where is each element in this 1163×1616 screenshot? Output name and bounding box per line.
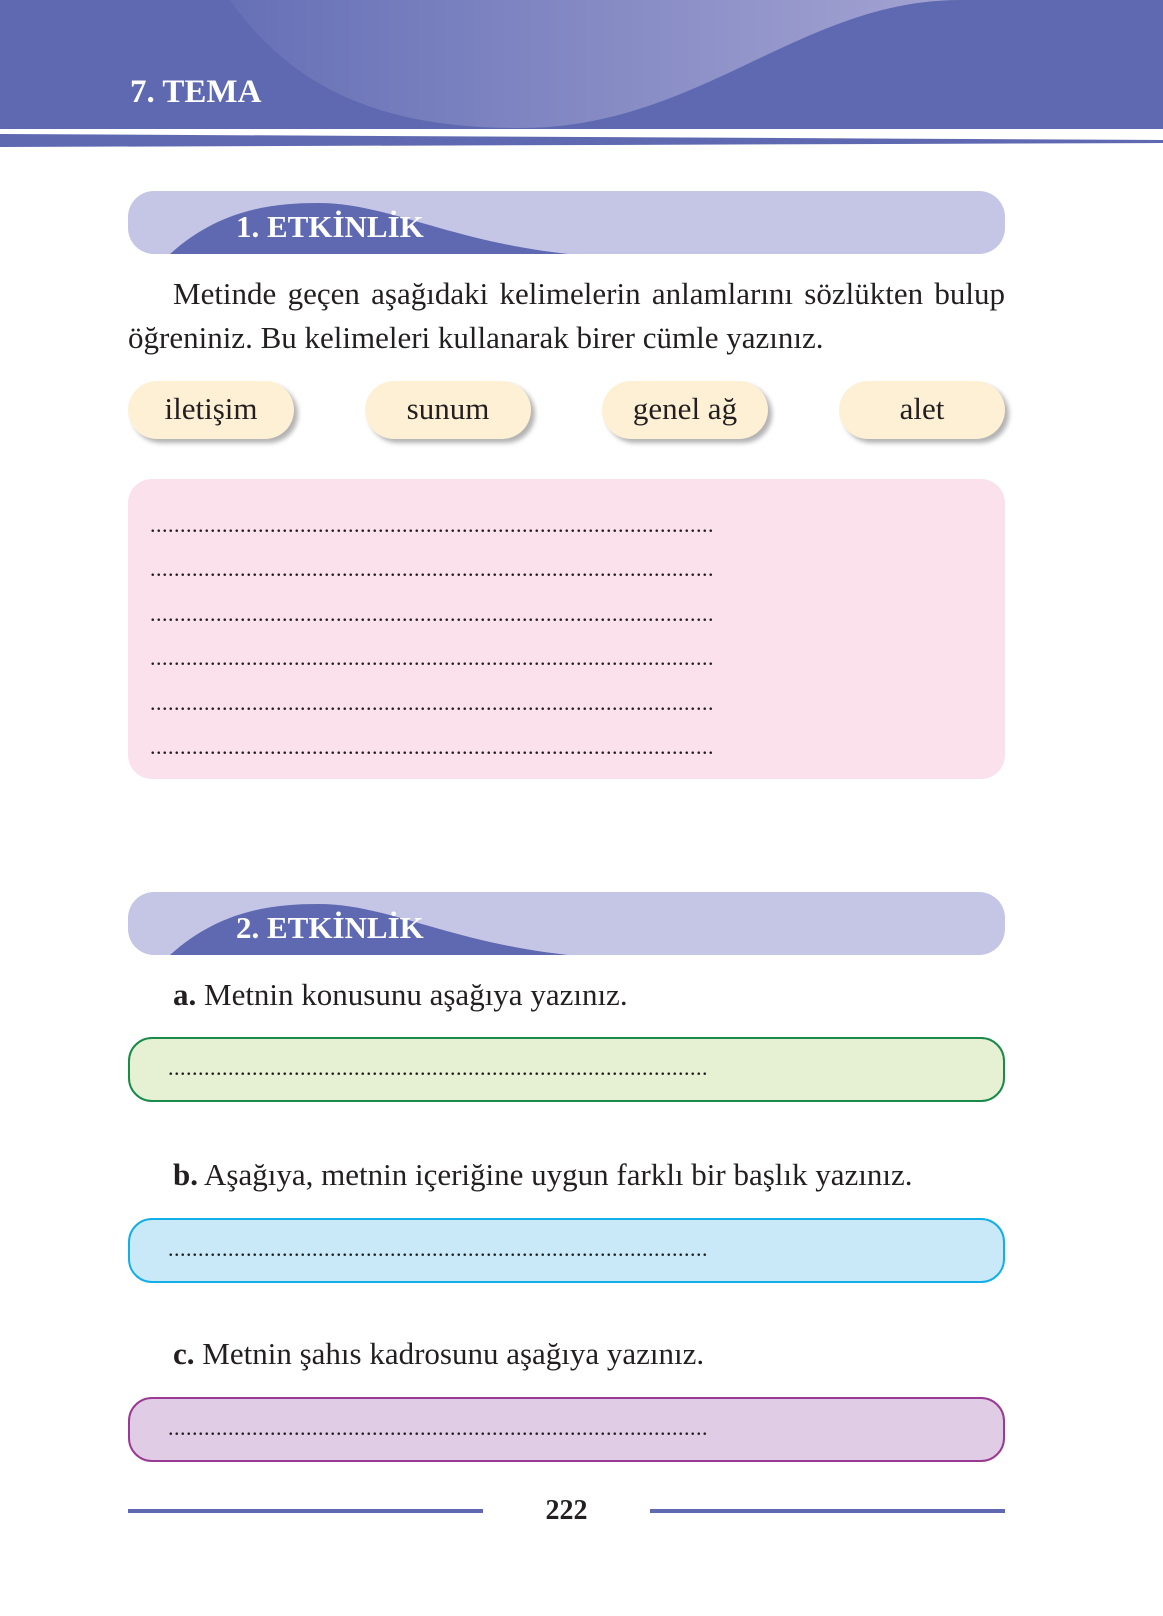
activity1-title-bar: [128, 191, 1005, 254]
page-number: 222: [545, 1495, 588, 1526]
answer-line[interactable]: ..........................................................................................: [168, 1055, 708, 1077]
word-chip: iletişim: [128, 381, 294, 439]
answer-box-b[interactable]: [128, 1218, 1005, 1283]
question-text: Aşağıya, metnin içeriğine uygun farklı bir başlık yazınız.: [198, 1157, 913, 1192]
question-c: [173, 1336, 704, 1372]
footer-rule-right: [650, 1509, 1005, 1513]
answer-line[interactable]: ..............................................................................................: [150, 601, 714, 623]
question-letter: a.: [173, 977, 197, 1012]
answer-box-a[interactable]: [128, 1037, 1005, 1102]
answer-area[interactable]: [128, 479, 1005, 779]
question-letter: b.: [173, 1157, 198, 1192]
answer-line[interactable]: ..............................................................................................: [150, 512, 714, 534]
answer-line[interactable]: ..............................................................................................: [150, 734, 714, 756]
page-header: [0, 0, 1163, 129]
answer-line[interactable]: ..............................................................................................: [150, 645, 714, 667]
question-text: Metnin şahıs kadrosunu aşağıya yazınız.: [194, 1336, 705, 1371]
word-chip: sunum: [365, 381, 531, 439]
word-chip: alet: [839, 381, 1005, 439]
word-chip: genel ağ: [602, 381, 768, 439]
answer-line[interactable]: ..........................................................................................: [168, 1415, 708, 1437]
activity2-title: 2. ETKİNLİK: [236, 910, 424, 945]
title-wave: [128, 892, 728, 955]
header-stripe: [0, 134, 1163, 147]
question-text: Metnin konusunu aşağıya yazınız.: [196, 977, 628, 1012]
answer-line[interactable]: ..........................................................................................: [168, 1236, 708, 1258]
answer-box-c[interactable]: [128, 1397, 1005, 1462]
question-a: [173, 977, 628, 1013]
activity1-title: 1. ETKİNLİK: [236, 209, 424, 244]
answer-line[interactable]: ..............................................................................................: [150, 690, 714, 712]
answer-line[interactable]: ..............................................................................................: [150, 556, 714, 578]
theme-title: 7. TEMA: [130, 74, 262, 110]
question-b: [173, 1157, 913, 1193]
activity2-title-bar: [128, 892, 1005, 955]
title-wave: [128, 191, 728, 254]
footer-rule-left: [128, 1509, 483, 1513]
question-letter: c.: [173, 1336, 195, 1371]
activity1-instruction: Metinde geçen aşağıdaki kelimelerin anlamlarını sözlükten bulup öğreniniz. Bu kelimeleri kullanarak birer cümle yazınız.: [128, 276, 1005, 355]
